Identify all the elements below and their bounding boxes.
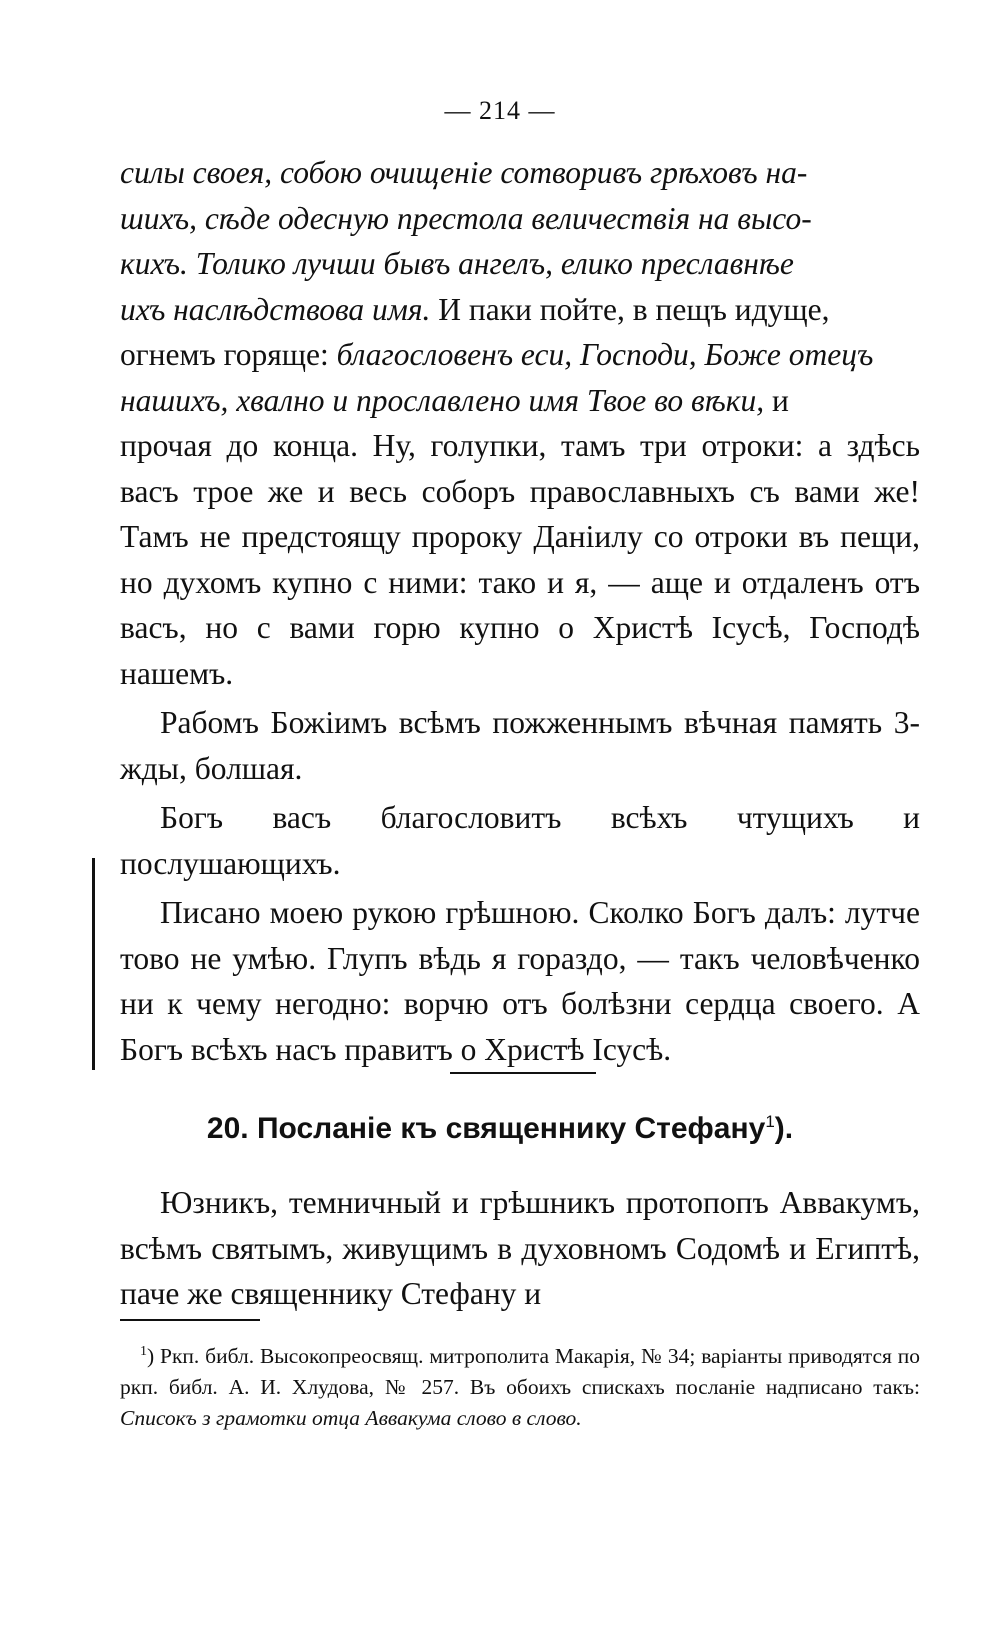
text-line: кихъ. Толико лучши бывъ ангелъ, елико преславнѣе — [120, 246, 794, 281]
footnote-number: 1 — [140, 1344, 147, 1359]
top-text-block — [120, 150, 920, 1072]
section-number: 20. — [206, 1112, 249, 1145]
text-paragraph: прочая до конца. Ну, голупки, тамъ три отроки: а здѣсь васъ трое же и весь соборъ православныхъ съ вами же! Тамъ не предстоящу пророку Даніилу со отроки въ пещи, но духомъ купно с ними: тако и я, — аще и отдаленъ отъ васъ, но с вами горю купно о Христѣ Ісусѣ, Господѣ нашемъ. — [120, 428, 920, 691]
section-heading: 20. Посланіе къ священнику Стефану$^1$). — [206, 1112, 794, 1145]
paragraph-written: Писано моею рукою грѣшною. Сколко Богъ далъ: лутче тово не умѣю. Глупъ вѣдь я гораздо, — такъ человѣченко ни к чему негодно: ворчю отъ болѣзни сердца своего. А Богъ всѣхъ насъ правитъ о Христѣ Ісусѣ. — [120, 895, 920, 1067]
footnote — [120, 1336, 920, 1434]
paragraph-blessing: Богъ васъ благословитъ всѣхъ чтущихъ и послушающихъ. — [120, 800, 920, 881]
text-line: нашихъ, хвално и прославлено имя Твое во вѣки, и — [120, 382, 789, 418]
text-line: ихъ наслѣдствова имя. И паки пойте, в пещъ идуще, — [120, 291, 830, 327]
paragraph-memory: Рабомъ Божіимъ всѣмъ пожженнымъ вѣчная память 3-жды, болшая. — [120, 705, 920, 786]
section-title: Посланіе къ священнику Стефану — [256, 1112, 766, 1145]
section-divider — [450, 1072, 596, 1074]
paragraph-yuznik: Юзникъ, темничный и грѣшникъ протопопъ Аввакумъ, всѣмъ святымъ, живущимъ в духовномъ Содомѣ и Египтѣ, паче же священнику Стефану и — [120, 1185, 920, 1311]
text-line: огнемъ горяще: благословенъ еси, Господи, Боже отецъ — [120, 337, 874, 372]
footnote-rule — [120, 1319, 260, 1321]
text-line: шихъ, сѣде одесную престола величествія на высо- — [120, 200, 812, 236]
section-body — [120, 1180, 920, 1317]
margin-mark-line — [92, 858, 95, 1070]
page-number: — 214 — — [444, 96, 556, 125]
text-line: силы своея, собою очищеніе сотворивъ грѣховъ на- — [120, 155, 808, 190]
footnote-italic-text: Списокъ з грамотки отца Аввакума слово в слово. — [120, 1406, 582, 1431]
footnote-mark: 1 — [765, 1112, 775, 1131]
footnote-text: ) Ркп. библ. Высокопреосвящ. митрополита Макарія, № 34; варіанты приводятся по ркп. библ. А. И. Хлудова, № 257. Въ обоихъ спискахъ посланіе надписано такъ: — [120, 1344, 920, 1400]
